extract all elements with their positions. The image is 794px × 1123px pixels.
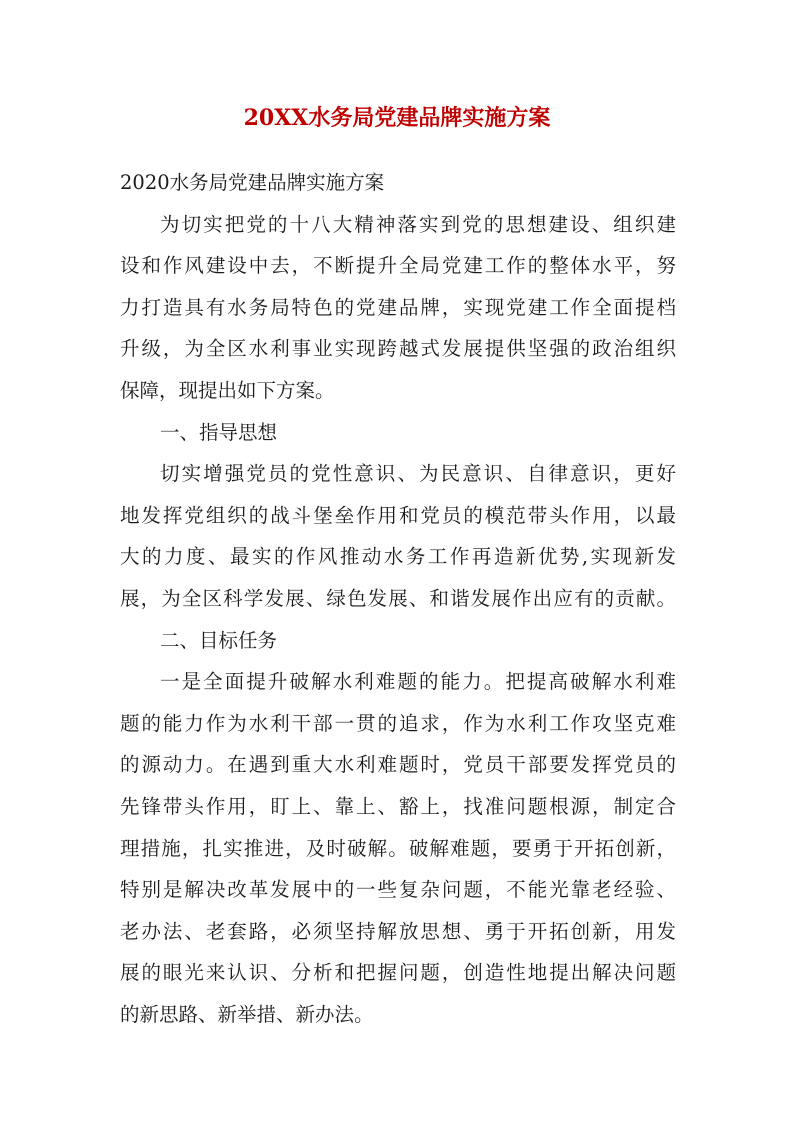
section-heading-guiding-ideology: 一、指导思想 <box>160 420 278 444</box>
section2-line: 老办法、老套路，必须坚持解放思想、勇于开拓创新，用发 <box>120 919 676 943</box>
section1-line: 地发挥党组织的战斗堡垒作用和党员的模范带头作用，以最 <box>120 503 676 527</box>
section2-line: 的新思路、新举措、新办法。 <box>120 1002 374 1026</box>
section-heading-goals-tasks: 二、目标任务 <box>160 628 278 652</box>
document-subtitle: 2020水务局党建品牌实施方案 <box>120 171 385 194</box>
section1-line: 大的力度、最实的作风推动水务工作再造新优势,实现新发 <box>120 545 676 569</box>
section2-line: 的源动力。在遇到重大水利难题时，党员干部要发挥党员的 <box>120 753 676 777</box>
section2-line: 特别是解决改革发展中的一些复杂问题，不能光靠老经验、 <box>120 878 676 902</box>
section2-line: 一是全面提升破解水利难题的能力。把提高破解水利难 <box>160 670 676 694</box>
section2-line: 先锋带头作用，盯上、靠上、豁上，找准问题根源，制定合 <box>120 794 676 818</box>
document-title: 20XX水务局党建品牌实施方案 <box>243 105 551 131</box>
section2-line: 题的能力作为水利干部一贯的追求，作为水利工作攻坚克难 <box>120 711 676 735</box>
intro-line: 力打造具有水务局特色的党建品牌，实现党建工作全面提档 <box>120 295 676 319</box>
section2-line: 理措施，扎实推进，及时破解。破解难题，要勇于开拓创新， <box>120 836 676 860</box>
intro-line: 设和作风建设中去，不断提升全局党建工作的整体水平，努 <box>120 254 676 278</box>
document-body <box>120 162 676 1035</box>
section1-line: 展，为全区科学发展、绿色发展、和谐发展作出应有的贡献。 <box>120 586 676 610</box>
section1-line: 切实增强党员的党性意识、为民意识、自律意识，更好 <box>160 462 676 486</box>
intro-line: 为切实把党的十八大精神落实到党的思想建设、组织建 <box>160 212 676 236</box>
intro-line: 升级，为全区水利事业实现跨越式发展提供坚强的政治组织 <box>120 337 676 361</box>
intro-line: 保障，现提出如下方案。 <box>120 378 335 402</box>
section2-line: 展的眼光来认识、分析和把握问题，创造性地提出解决问题 <box>120 961 676 985</box>
